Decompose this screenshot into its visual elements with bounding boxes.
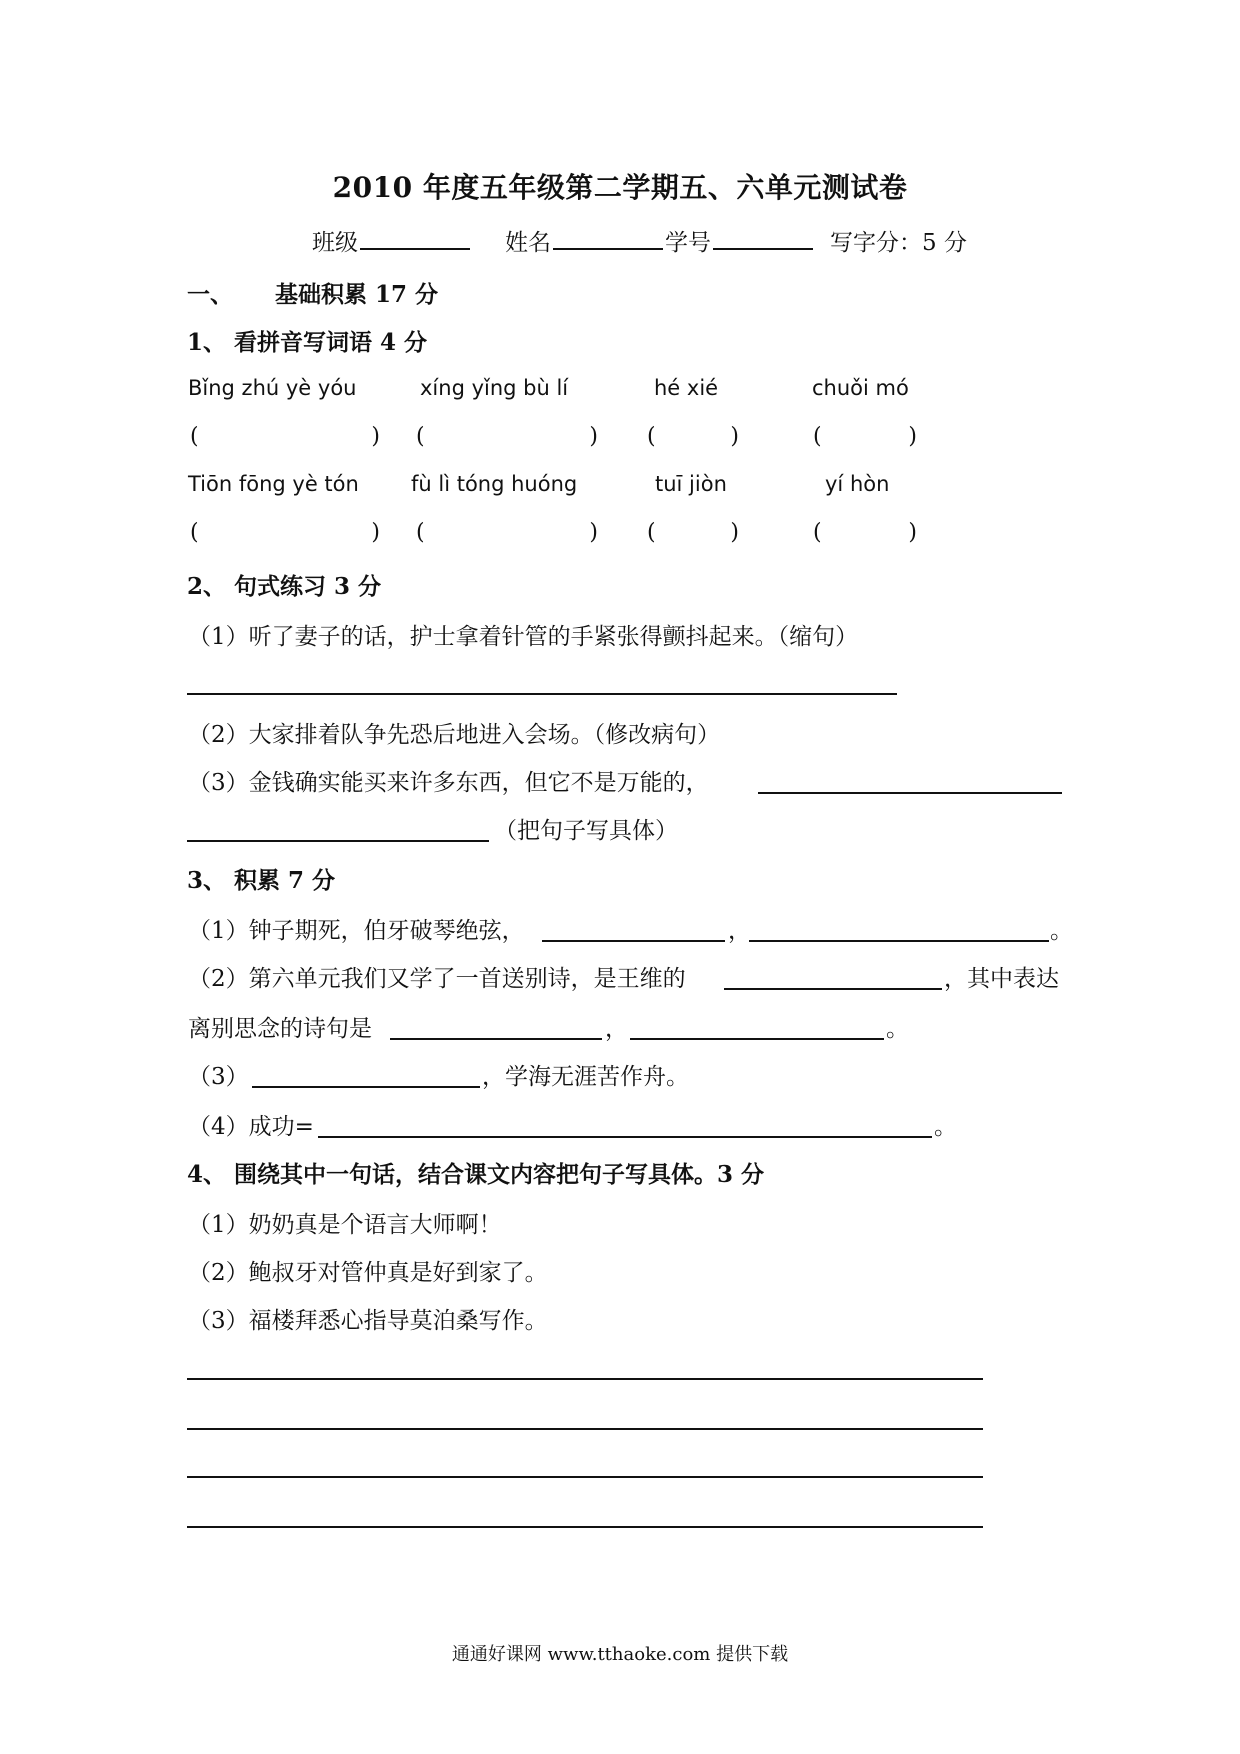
writing-score: 写字分：5 分 — [830, 230, 967, 256]
q3-period-1: 。 — [1050, 918, 1073, 944]
pinyin-2: xíng yǐng bù lí — [420, 376, 569, 400]
q3-comma-1: ， — [728, 918, 751, 944]
q3-sentence-2: （2）第六单元我们又学了一首送别诗，是王维的 — [188, 966, 686, 992]
q3-period-4: 。 — [934, 1114, 957, 1140]
pinyin-5: Tiōn fōng yè tón — [188, 472, 359, 496]
q2-answer-line-3b[interactable] — [187, 840, 489, 842]
q2-answer-line-1[interactable] — [187, 693, 897, 695]
q4-answer-line-1[interactable] — [187, 1378, 983, 1380]
q4-sentence-3: （3）福楼拜悉心指导莫泊桑写作。 — [188, 1308, 548, 1334]
q3-sentence-4: （4）成功= — [188, 1114, 314, 1140]
q4-answer-line-2[interactable] — [187, 1428, 983, 1430]
q2-answer-line-3a[interactable] — [758, 792, 1062, 794]
q2-sentence-3-end: （把句子写具体） — [494, 818, 678, 844]
q2-sentence-2: （2）大家排着队争先恐后地进入会场。（修改病句） — [188, 722, 721, 748]
class-blank[interactable] — [360, 226, 470, 250]
footer-text: 通通好课网 www.tthaoke.com 提供下载 — [451, 1644, 789, 1665]
q3-answer-line-1a[interactable] — [542, 940, 725, 942]
q3-answer-line-3[interactable] — [252, 1086, 480, 1088]
q3-answer-line-2a[interactable] — [724, 988, 942, 990]
q2-heading: 2、 句式练习 3 分 — [187, 573, 382, 600]
q3-answer-line-2b[interactable] — [390, 1038, 602, 1040]
q3-answer-line-1b[interactable] — [749, 940, 1049, 942]
q3-answer-line-4[interactable] — [318, 1136, 932, 1138]
q2-sentence-3: （3）金钱确实能买来许多东西，但它不是万能的， — [188, 770, 709, 796]
q1-heading: 1、 看拼音写词语 4 分 — [187, 329, 428, 356]
q4-answer-line-4[interactable] — [187, 1526, 983, 1528]
number-label: 学号 — [665, 230, 711, 256]
class-label: 班级 — [312, 230, 358, 256]
q3-sentence-1: （1）钟子期死，伯牙破琴绝弦， — [188, 918, 525, 944]
name-blank[interactable] — [553, 226, 663, 250]
q4-answer-line-3[interactable] — [187, 1476, 983, 1478]
exam-page: 2010 年度五年级第二学期五、六单元测试卷 班级 姓名 学号 写字分：5 分 一、 基础积累 17 分 1、 看拼音写词语 4 分 Bǐng zhú yè yóu xíng yǐng bù lí hé xié chuǒi mó ( ) ( ) ( ) ( ) Tiōn fōng yè tón fù lì tóng huóng tuī jiòn yí hòn ( ) ( ) ( ) ( ) 2、 句式练习 3 分 （1）听了妻子的话，护士拿着针管的手紧张得颤抖起来。（缩句） （2）大家排着队争先恐后地进入会场。（修改病句） （3）金钱确实能买来许多东西，但它不是万能的， （把句子写具体） 3、 积累 7 分 （1）钟子期死，伯牙破琴绝弦， ， 。 （2）第六单元我们又学了一首送别诗，是王维的 ，其中表达 离别思念的诗句是 ， 。 （3） ，学海无涯苦作舟。 （4）成功= 。 4、 围绕其中一句话，结合课文内容把句子写具体。3 分 （1）奶奶真是个语言大师啊！ （2）鲍叔牙对管仲真是好到家了。 （3）福楼拜悉心指导莫泊桑写作。 通通好课网 www.tthaoke.com 提供下载 — [0, 0, 1240, 1754]
q4-sentence-1: （1）奶奶真是个语言大师啊！ — [188, 1212, 502, 1238]
q3-heading: 3、 积累 7 分 — [187, 867, 336, 894]
q3-period-2: 。 — [886, 1016, 909, 1042]
pinyin-1: Bǐng zhú yè yóu — [188, 376, 357, 400]
name-label: 姓名 — [505, 230, 551, 256]
pinyin-3: hé xié — [654, 376, 719, 400]
q3-comma-2: ， — [605, 1016, 628, 1042]
page-title: 2010 年度五年级第二学期五、六单元测试卷 — [332, 171, 908, 204]
header-class — [312, 224, 472, 257]
pinyin-8: yí hòn — [825, 472, 890, 496]
q3-sentence-2-mid: ，其中表达 — [944, 966, 1059, 992]
pinyin-4: chuǒi mó — [812, 376, 909, 400]
q3-answer-line-2c[interactable] — [630, 1038, 884, 1040]
q4-heading: 4、 围绕其中一句话，结合课文内容把句子写具体。3 分 — [187, 1161, 765, 1188]
q3-sentence-3: （3） — [188, 1064, 249, 1090]
number-blank[interactable] — [713, 226, 813, 250]
q3-sentence-2-line2: 离别思念的诗句是 — [188, 1016, 372, 1042]
pinyin-7: tuī jiòn — [655, 472, 727, 496]
q3-sentence-3-end: ，学海无涯苦作舟。 — [482, 1064, 689, 1090]
pinyin-6: fù lì tóng huóng — [411, 472, 578, 496]
q4-sentence-2: （2）鲍叔牙对管仲真是好到家了。 — [188, 1260, 548, 1286]
section-1-heading: 基础积累 17 分 — [275, 281, 439, 308]
header-name — [505, 224, 815, 257]
section-1-number: 一、 — [187, 281, 233, 308]
q2-sentence-1: （1）听了妻子的话，护士拿着针管的手紧张得颤抖起来。（缩句） — [188, 624, 859, 650]
